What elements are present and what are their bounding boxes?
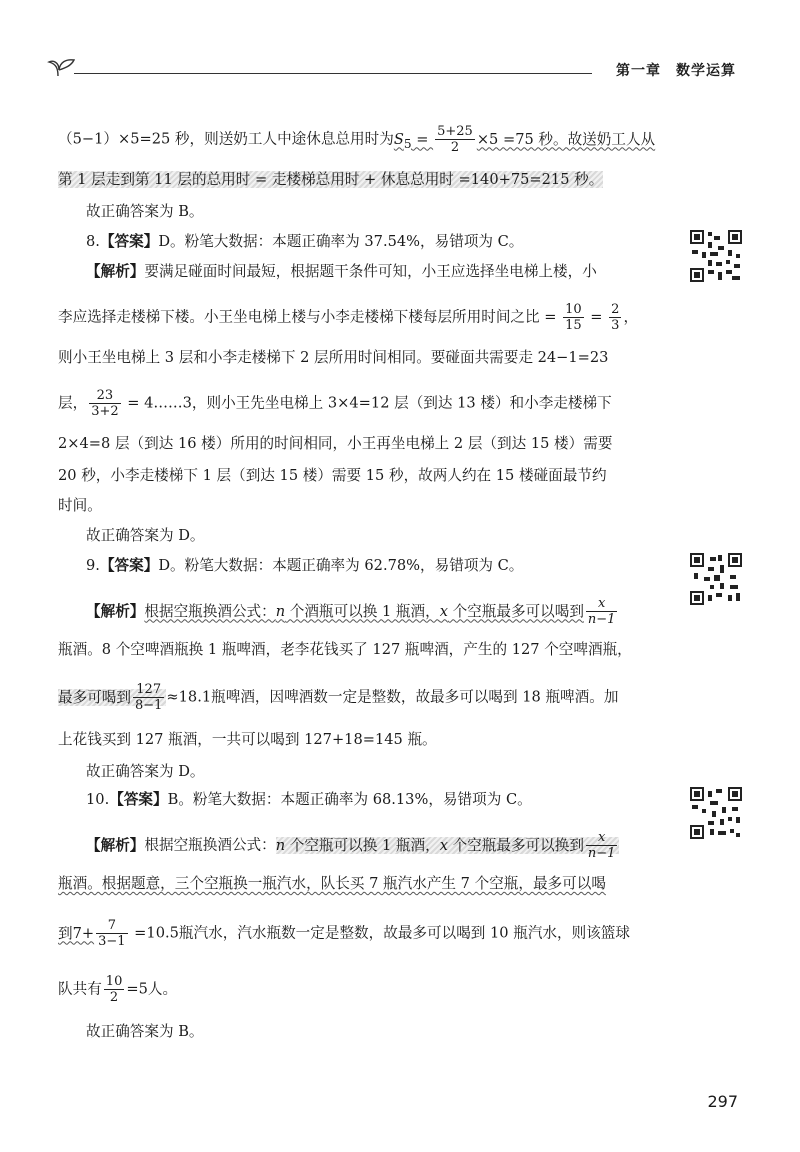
text-line: 瓶酒。8 个空啤酒瓶换 1 瓶啤酒，老李花钱买了 127 瓶啤酒，产生的 127 个空啤酒瓶， (58, 641, 632, 658)
text-span: 个空瓶可以换 1 瓶酒， (285, 836, 440, 854)
text-line (58, 170, 603, 190)
fraction-denominator: 15 (565, 318, 582, 333)
highlight (58, 682, 166, 713)
question-number: 9. (86, 557, 100, 574)
highlight (275, 830, 620, 861)
fraction-denominator: 2 (109, 990, 119, 1005)
text-span: n (275, 836, 286, 854)
answer-line (86, 790, 532, 810)
text-line (58, 596, 619, 627)
text-span: x (439, 602, 448, 620)
fraction (133, 682, 164, 713)
fraction-denominator: n−1 (587, 846, 616, 861)
leaf-sprout-icon (44, 56, 78, 78)
text-span: S (393, 130, 404, 148)
text-span: = 4……3，则小王先坐电梯上 3×4=12 层（到达 13 楼）和小李走楼梯下 (122, 394, 612, 412)
analysis-tag: 【解析】 (86, 836, 145, 854)
formula-total-soda (58, 918, 130, 949)
text-line (58, 830, 619, 861)
text-line: 20 秒，小李走楼梯下 1 层（到达 15 楼）需要 15 秒，故两人约在 15 楼碰面最节约 (58, 467, 607, 484)
text-span: =5人。 (126, 980, 178, 998)
answer-line: 故正确答案为 D。 (86, 763, 205, 780)
text-span: = (585, 308, 608, 326)
fraction (609, 302, 621, 333)
text-span: =10.5瓶汽水，汽水瓶数一定是整数，故最多可以喝到 10 瓶汽水，则该篮球 (129, 924, 630, 942)
fraction-numerator: 7 (96, 918, 127, 934)
fraction-denominator: n−1 (587, 612, 616, 627)
fraction-numerator: x (586, 830, 618, 846)
fraction-numerator: 2 (611, 302, 620, 317)
answer-line (86, 232, 523, 252)
text-span: ， (623, 308, 639, 326)
answer-line: 故正确答案为 B。 (86, 1023, 204, 1040)
answer-tag: 【答案】 (99, 233, 159, 250)
fraction-numerator: 10 (105, 974, 123, 989)
fraction-denominator: 8−1 (134, 698, 163, 713)
text-line (58, 918, 630, 949)
text-span: （5−1）×5=25 秒，则送奶工人中途休息总用时为 (58, 130, 394, 148)
fraction-denominator: 3−1 (98, 934, 126, 949)
text-line (58, 302, 638, 333)
text-span: 个空瓶最多可以喝到 (447, 602, 584, 620)
text-span: D。粉笔大数据：本题正确率为 62.78%，易错项为 C。 (158, 557, 524, 574)
fraction-numerator: x (586, 596, 618, 612)
page-header (44, 56, 744, 86)
fraction-denominator: 2 (450, 140, 460, 155)
text-span: ≈18.1瓶啤酒，因啤酒数一定是整数，故最多可以喝到 18 瓶啤酒。加 (166, 688, 619, 706)
text-line: 时间。 (58, 497, 102, 514)
analysis-tag: 【解析】 (86, 263, 145, 280)
text-line (58, 262, 597, 282)
answer-line (86, 556, 523, 576)
answer-tag: 【答案】 (99, 557, 159, 574)
chapter-title: 第一章 数学运算 (616, 63, 736, 79)
text-span: 李应选择走楼梯下楼。小王坐电梯上楼与小李走楼梯下楼每层所用时间之比 = (58, 308, 562, 326)
analysis-tag: 【解析】 (86, 602, 145, 620)
text-line (58, 682, 618, 713)
text-span: ×5 =75 秒。故送奶工人从 (476, 130, 656, 148)
fraction-denominator: 3 (611, 318, 620, 333)
formula-total-rest (393, 124, 656, 155)
qr-code-icon (690, 553, 742, 605)
fraction (96, 918, 127, 949)
fraction (586, 596, 618, 627)
text-span: 要满足碰面时间最短，根据题干条件可知，小王应选择坐电梯上楼，小 (144, 263, 597, 280)
text-line (58, 874, 606, 894)
answer-line: 故正确答案为 B。 (86, 203, 204, 220)
fraction-numerator: 5+25 (437, 124, 473, 139)
question-number: 8. (86, 233, 100, 250)
text-span: 5 (403, 136, 412, 151)
text-span: 瓶酒。根据题意，三个空瓶换一瓶汽水，队长买 7 瓶汽水产生 7 个空瓶，最多可以喝 (58, 875, 606, 892)
text-span: 根据空瓶换酒公式： (144, 836, 276, 854)
fraction-numerator: 23 (89, 388, 120, 404)
text-span: 根据空瓶换酒公式： (144, 602, 276, 620)
text-span: 最多可喝到 (58, 688, 131, 706)
fraction (586, 830, 618, 861)
fraction (435, 124, 475, 155)
text-span: 到7+ (58, 924, 95, 942)
text-span: x (439, 836, 448, 854)
text-span: 层， (58, 394, 88, 412)
qr-code-icon (690, 230, 742, 282)
qr-code-icon (690, 787, 742, 839)
text-line (58, 388, 612, 419)
page-number: 297 (707, 1092, 738, 1111)
text-span: B。粉笔大数据：本题正确率为 68.13%，易错项为 C。 (167, 791, 532, 808)
question-number: 10. (86, 791, 110, 808)
fraction (89, 388, 120, 419)
fraction-denominator: 3+2 (91, 404, 119, 419)
text-line: 2×4=8 层（到达 16 楼）所用的时间相同，小王再坐电梯上 2 层（到达 15 楼）需要 (58, 435, 613, 452)
text-line (58, 974, 177, 1005)
header-rule (74, 73, 592, 74)
fraction (104, 974, 125, 1005)
fraction-numerator: 127 (133, 682, 164, 698)
text-span: 队共有 (58, 980, 102, 998)
text-span: n (275, 602, 286, 620)
text-line: 则小王坐电梯上 3 层和小李走楼梯下 2 层所用时间相同。要碰面共需要走 24−1=23 (58, 349, 609, 366)
fraction-numerator: 10 (565, 302, 582, 317)
text-line (58, 124, 655, 155)
text-span: 个空瓶最多可以换到 (447, 836, 584, 854)
text-line: 上花钱买到 127 瓶酒，一共可以喝到 127+18=145 瓶。 (58, 731, 437, 748)
text-span: D。粉笔大数据：本题正确率为 37.54%，易错项为 C。 (158, 233, 524, 250)
text-span: 第 1 层走到第 11 层的总用时 = 走楼梯总用时 + 休息总用时 =140+75=215 秒。 (58, 171, 604, 188)
text-span: = (411, 130, 434, 148)
answer-tag: 【答案】 (109, 791, 168, 808)
answer-line: 故正确答案为 D。 (86, 527, 205, 544)
fraction (563, 302, 584, 333)
formula-empty-bottle (144, 596, 619, 627)
text-span: 个酒瓶可以换 1 瓶酒， (285, 602, 440, 620)
